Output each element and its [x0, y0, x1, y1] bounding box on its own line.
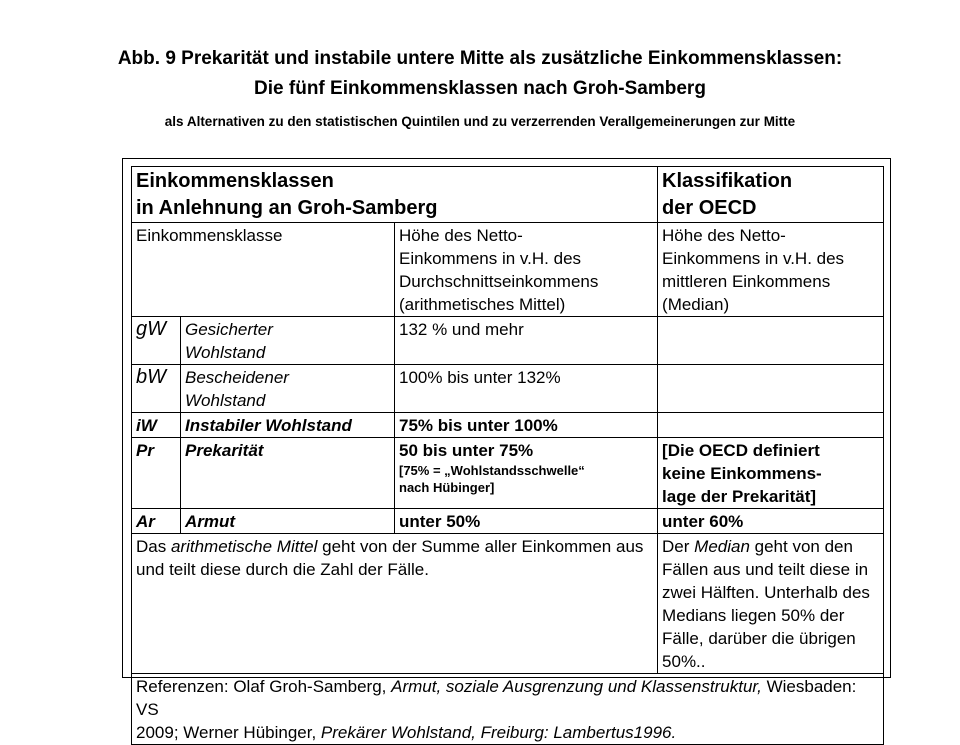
header-oecd: Klassifikation der OECD [658, 167, 884, 223]
row-name: Armut [181, 509, 395, 534]
row-abbr: iW [132, 413, 181, 438]
row-name: Prekarität [181, 438, 395, 509]
definitions-row [132, 534, 884, 674]
row-name: Gesicherter Wohlstand [181, 317, 395, 365]
column-header-row [132, 223, 884, 317]
row-value: unter 50% [395, 509, 658, 534]
definition-median: Der Median geht von den Fällen aus und teilt diese in zwei Hälften. Unterhalb des Medians liegen 50% der Fälle, darüber die übrigen 50%.. [658, 534, 884, 674]
row-name: Instabiler Wohlstand [181, 413, 395, 438]
table-row [132, 413, 884, 438]
row-value: 75% bis unter 100% [395, 413, 658, 438]
references: Referenzen: Olaf Groh-Samberg, Armut, soziale Ausgrenzung und Klassenstruktur, Wiesbaden: VS 2009; Werner Hübinger, Prekärer Wohlstand, Freiburg: Lambertus1996. [132, 674, 884, 745]
row-oecd: unter 60% [658, 509, 884, 534]
row-value: 132 % und mehr [395, 317, 658, 365]
row-abbr: Pr [132, 438, 181, 509]
col-header-netto-median: Höhe des Netto- Einkommens in v.H. des mittleren Einkommens (Median) [658, 223, 884, 317]
definition-mittel: Das arithmetische Mittel geht von der Summe aller Einkommen aus und teilt diese durch die Zahl der Fälle. [132, 534, 658, 674]
row-abbr: gW [132, 317, 181, 365]
row-abbr: Ar [132, 509, 181, 534]
header-groh-samberg: Einkommensklassen in Anlehnung an Groh-Samberg [132, 167, 658, 223]
row-oecd [658, 365, 884, 413]
figure-title: Abb. 9 Prekarität und instabile untere Mitte als zusätzliche Einkommensklassen: [117, 48, 843, 69]
table-header-row [132, 167, 884, 223]
row-oecd [658, 317, 884, 365]
col-header-netto-mittel: Höhe des Netto- Einkommens in v.H. des Durchschnittseinkommens (arithmetisches Mittel) [395, 223, 658, 317]
figure-subtitle: als Alternativen zu den statistischen Quintilen und zu verzerrenden Verallgemeinerungen zur Mitte [164, 114, 796, 129]
table-row [132, 365, 884, 413]
col-header-klasse: Einkommensklasse [132, 223, 395, 317]
income-class-table [131, 166, 884, 745]
table-row [132, 438, 884, 509]
row-note: [75% = „Wohlstandsschwelle“ nach Hübinger] [399, 463, 585, 495]
table-row [132, 317, 884, 365]
references-row [132, 674, 884, 745]
table-row [132, 509, 884, 534]
figure-title-line2: Die fünf Einkommensklassen nach Groh-Samberg [254, 78, 706, 99]
row-oecd [658, 413, 884, 438]
row-value: 50 bis unter 75% [75% = „Wohlstandsschwelle“ nach Hübinger] [395, 438, 658, 509]
row-oecd: [Die OECD definiert keine Einkommens- lage der Prekarität] [658, 438, 884, 509]
row-name: Bescheidener Wohlstand [181, 365, 395, 413]
row-abbr: bW [132, 365, 181, 413]
row-value: 100% bis unter 132% [395, 365, 658, 413]
